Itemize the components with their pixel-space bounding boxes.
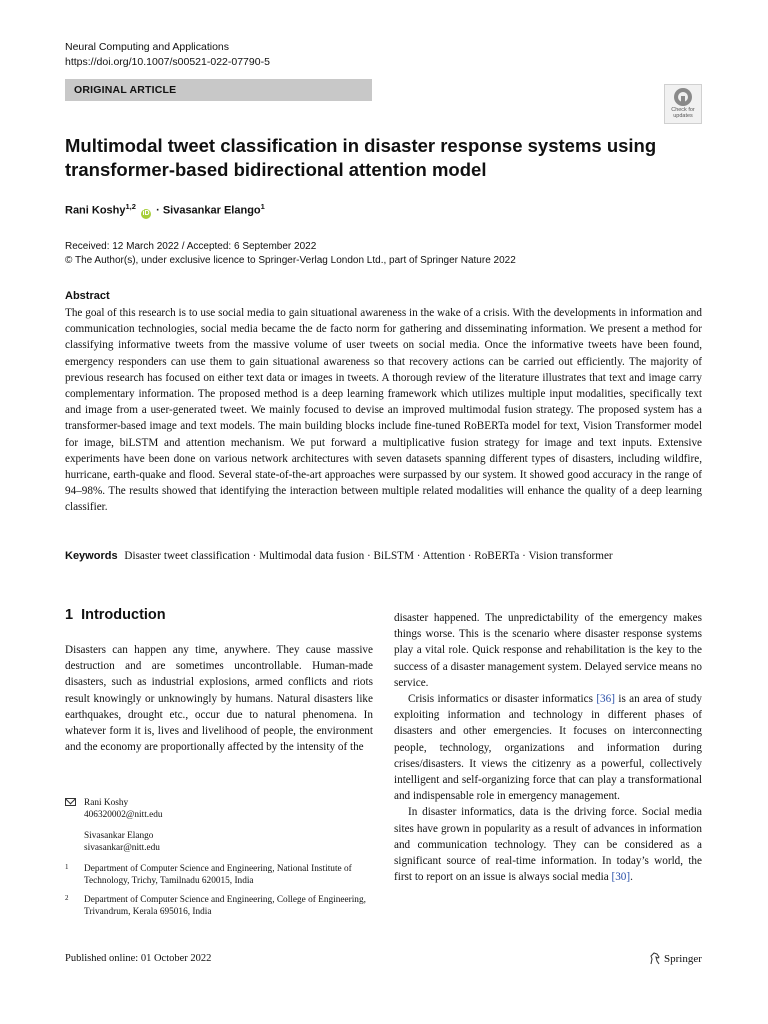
check-for-updates-badge[interactable] [664,84,702,124]
citation-link[interactable]: [30] [611,871,631,884]
affiliation-mark: 1 [65,863,69,871]
article-type-banner [65,79,372,101]
author-affiliation-mark: 1,2 [125,202,136,211]
received-accepted-dates: Received: 12 March 2022 / Accepted: 6 September 2022 [65,241,317,252]
section-number: 1 [65,607,74,623]
author-name[interactable]: Sivasankar Elango [162,204,261,217]
citation-link[interactable]: [36] [596,693,615,706]
orcid-icon[interactable]: iD [142,209,150,217]
check-updates-line1: Check for [671,107,695,113]
right-column [394,610,702,885]
contact-name: Sivasankar Elango [84,831,154,841]
journal-header [65,40,270,70]
left-column [65,642,373,755]
author-list [65,202,265,219]
author-separator: · [156,204,160,217]
footnotes [65,797,373,925]
copyright-notice: © The Author(s), under exclusive licence to Springer-Verlag London Ltd., part of Springer Nature 2022 [65,255,516,266]
affiliation-mark: 2 [65,894,69,902]
published-online-date: Published online: 01 October 2022 [65,953,212,964]
paragraph-text: is an area of study exploiting information and technology in different phases of disasters and other emergencies. It focuses on interconnecting people, technology, organizations and information during crises/disasters. It views the citizenry as a powerful, collectively intelligent and self-organizing force that can play a transformational and indispensable role in emergency management. [394,693,702,803]
corresponding-author [65,797,373,821]
check-updates-line2: updates [673,113,693,119]
section-title: Introduction [81,607,166,623]
keywords-line [65,548,705,564]
springer-horse-icon [649,952,661,965]
keywords-label: Keywords [65,550,118,562]
author-name[interactable]: Rani Koshy [65,204,126,217]
intro-paragraph: disaster happened. The unpredictability of the emergency makes things worse. This is the scenario where disaster response systems play a vital role. Quick response and rehabilitation is the key to the success of a disaster management system. Delayed service means no service. [394,612,702,689]
article-title: Multimodal tweet classification in disaster response systems using transformer-based bidirectional attention model [65,135,657,180]
author-affiliation-mark: 1 [260,202,265,211]
abstract-body: The goal of this research is to use social media to gain situational awareness in the wake of a crisis. With the developments in information and communication technologies, social media became the de facto norm for gathering and disseminating information. We present a method for classifying informative tweets from the massive volume of user tweets on social media. Once the informative tweets have been found, emergency responders can use them to gain situational awareness so that recovery actions can be carried out efficiently. The majority of previous research has focused on either text data or images in tweets. A thorough review of the literature illustrates that text and image carry complementary information. The proposed method is a deep learning framework which utilizes multiple input modalities, specifically text and image from a user-generated tweet. We mainly focused to devise an improved multimodal fusion strategy. The proposed system has a transformer-based image and text models. The main building blocks include fine-tuned RoBERTa model for text, Vision Transformer model for image, biLSTM and attention mechanism. We put forward a multiplicative fusion strategy for image and text inputs. Extensive experiments have been done on various network architectures with seven datasets spanning different types of disasters, including wildfire, hurricane, earth-quake and flood. Several state-of-the-art approaches were surpassed by our system. It showed good accuracy in the range of 94–98%. The results showed that identifying the interaction between multiple related modalities will enhance the quality of a deep learning classifier. [65,307,702,514]
journal-name: Neural Computing and Applications [65,41,230,53]
envelope-icon [65,798,76,806]
contact-email[interactable]: 406320002@nitt.edu [84,810,163,820]
intro-paragraph [394,691,702,804]
coauthor-contact [65,830,373,854]
abstract-heading: Abstract [65,290,110,302]
publisher-logo[interactable] [649,952,702,965]
paragraph-text: Crisis informatics or disaster informatics [408,693,597,706]
keywords-text: Disaster tweet classification · Multimodal data fusion · BiLSTM · Attention · RoBERTa · Vision transformer [124,550,613,562]
contact-name: Rani Koshy [84,798,129,808]
publisher-name: Springer [664,952,702,965]
paragraph-text: In disaster informatics, data is the driving force. Social media sites have grown in popularity as a result of advances in information and communication technology. They can be considered as a significant source of real-time information. In today’s world, the first to report on an issue is always social media [394,806,702,884]
affiliation-text: Department of Computer Science and Engineering, National Institute of Technology, Trichy, Tamilnadu 620015, India [84,864,352,886]
contact-email[interactable]: sivasankar@nitt.edu [84,843,160,853]
affiliation [65,863,373,887]
doi-link[interactable]: https://doi.org/10.1007/s00521-022-07790-5 [65,56,270,68]
affiliation [65,894,373,918]
affiliation-text: Department of Computer Science and Engineering, College of Engineering, Trivandrum, Kerala 695016, India [84,895,366,917]
footnote-divider [65,786,373,787]
article-dates [65,240,516,268]
intro-paragraph: Disasters can happen any time, anywhere. They cause massive destruction and are sometimes uncontrollable. Human-made disasters, such as industrial explosions, armed conflicts and riots result knowingly or unknowingly by humans. Natural disasters like earthquakes, drought etc., occur due to natural phenomena. In whatever form it is, lives and livelihood of people, the environment and the economy are proportionally affected by the intensity of the [65,644,373,754]
paragraph-text: . [630,871,633,884]
article-type-label: ORIGINAL ARTICLE [74,84,177,96]
check-for-updates-icon [673,87,693,107]
intro-paragraph [394,804,702,885]
section-heading-introduction [65,607,166,623]
